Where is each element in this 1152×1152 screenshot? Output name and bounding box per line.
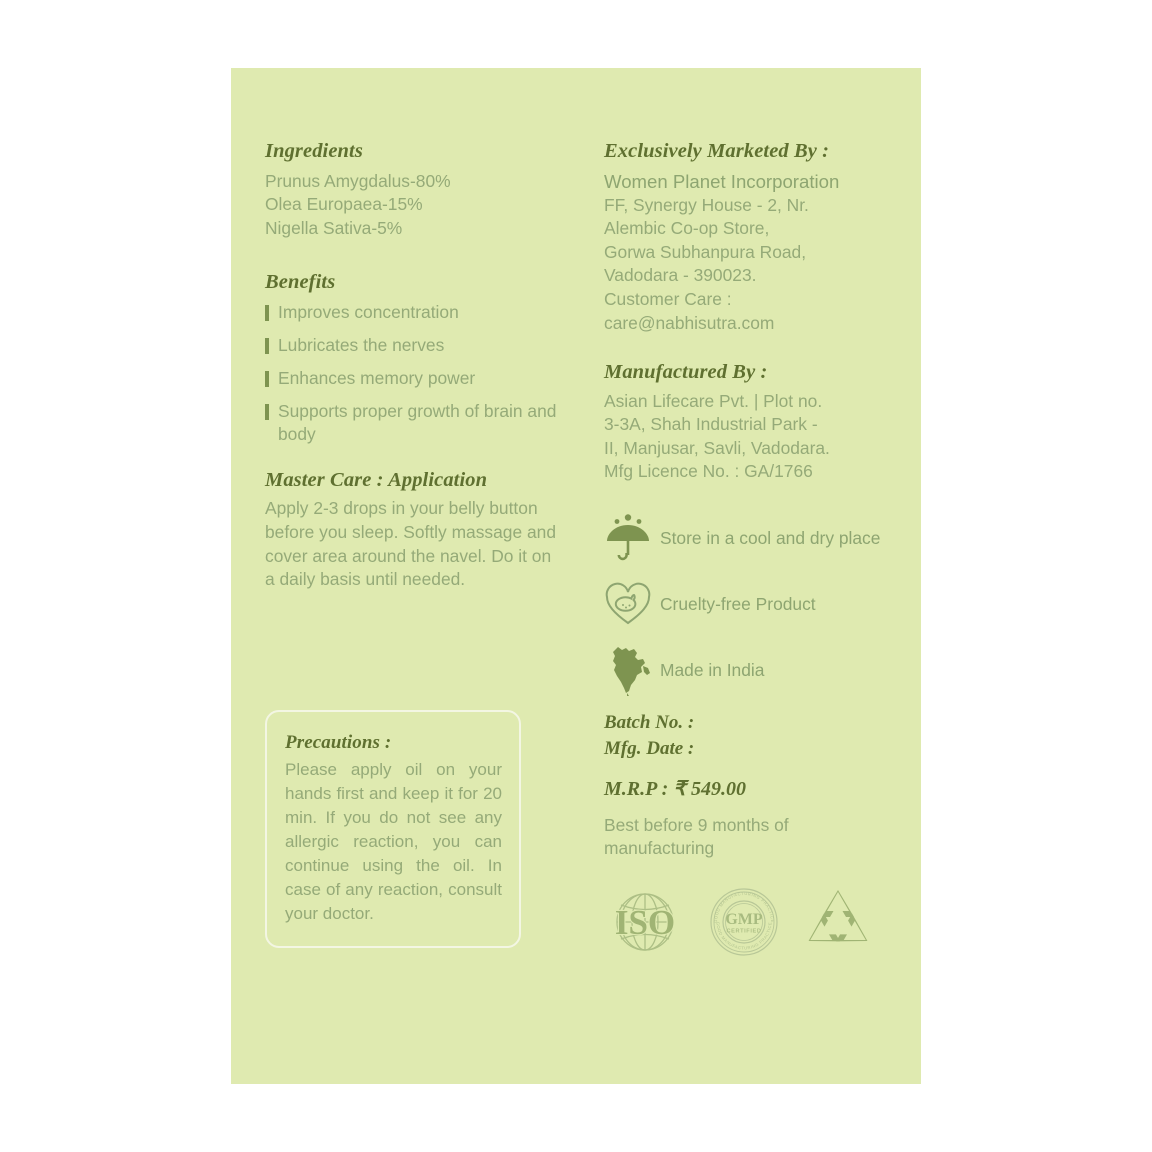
manufactured-by-heading: Manufactured By : [604,361,768,384]
benefit-label: Improves concentration [278,301,459,322]
feature-icon-rows [604,512,896,696]
precautions-heading: Precautions : [285,732,392,753]
cruelty-free-rabbit-heart-icon [604,581,660,627]
marketed-by-address [604,194,896,336]
feature-row-cruelty-free [604,578,896,630]
batch-no-label: Batch No. : [604,712,695,734]
gmp-ring-text-bottom: GOOD MANUFACTURING PRACTICE [715,921,773,951]
ingredient-item: Olea Europaea-15% [265,194,423,215]
benefit-item [265,334,565,357]
manufactured-by-details [604,390,896,484]
left-column [265,140,565,592]
gmp-seal-icon [706,884,782,965]
address-line: Gorwa Subhanpura Road, [604,241,807,262]
marketed-by-section [604,140,896,335]
umbrella-icon [604,513,660,563]
certification-logos [604,884,896,965]
bullet-bar-icon [265,305,269,321]
cruelty-free-label: Cruelty-free Product [660,593,816,614]
india-map-icon [604,644,660,696]
mfg-date-label: Mfg. Date : [604,738,695,760]
ingredients-heading: Ingredients [265,140,363,162]
master-care-text: Apply 2-3 drops in your belly button before you sleep. Softly massage and cover area around the navel. Do it on a daily basis until needed. [265,498,556,590]
benefit-label: Enhances memory power [278,367,476,388]
manufacturer-line: Asian Lifecare Pvt. | Plot no. [604,390,823,411]
customer-care-email[interactable]: care@nabhisutra.com [604,312,775,333]
address-line: Vadodara - 390023. [604,265,757,286]
benefit-label: Lubricates the nerves [278,334,445,355]
mrp-line [604,776,896,802]
feature-row-made-in-india [604,644,896,696]
ingredients-section [265,140,565,240]
benefits-list [265,301,565,446]
benefit-item [265,400,565,446]
best-before-text: Best before 9 months of manufacturing [604,815,789,859]
mfg-licence-number: Mfg Licence No. : GA/1766 [604,461,813,482]
iso-wordmark: ISO [614,903,676,943]
address-line: Alembic Co-op Store, [604,218,770,239]
mrp-value: 549.00 [691,778,746,801]
benefit-item [265,301,565,324]
precautions-text: Please apply oil on your hands first and keep it for 20 min. If you do not see any allergic reaction, you can continue using the oil. In case of any reaction, consult your doctor. [285,759,502,923]
ingredients-list [265,170,565,241]
bullet-bar-icon [265,338,269,354]
bullet-bar-icon [265,404,269,420]
recycle-icon [802,886,874,963]
master-care-heading: Master Care : Application [265,468,488,491]
made-in-india-label: Made in India [660,659,765,680]
mrp-label: M.R.P : [604,778,674,801]
batch-details-section [604,710,896,860]
manufacturer-line: II, Manjusar, Savli, Vadodara. [604,437,830,458]
right-column [604,140,896,965]
manufactured-by-section [604,361,896,484]
marketed-by-heading: Exclusively Marketed By : [604,140,830,162]
feature-row-storage [604,512,896,564]
storage-label: Store in a cool and dry place [660,527,881,548]
gmp-certified-label: CERTIFIED [726,928,762,935]
address-line: FF, Synergy House - 2, Nr. [604,194,809,215]
benefits-heading: Benefits [265,271,336,294]
benefit-item [265,367,565,390]
rupee-symbol-icon: ₹ [673,778,686,801]
gmp-ring-text-top: GOOD MANUFACTURING PRACTICE [712,891,776,923]
company-name: Women Planet Incorporation [604,170,840,192]
gmp-wordmark: GMP [725,911,763,929]
benefits-section [265,271,565,446]
ingredient-item: Prunus Amygdalus-80% [265,170,451,191]
precautions-box [265,710,521,948]
master-care-section [265,469,565,592]
iso-globe-icon [604,886,686,963]
product-label-card [231,68,921,1084]
manufacturer-line: 3-3A, Shah Industrial Park - [604,414,818,435]
customer-care-label: Customer Care : [604,288,732,309]
bullet-bar-icon [265,371,269,387]
benefit-label: Supports proper growth of brain and body [278,400,557,444]
ingredient-item: Nigella Sativa-5% [265,217,403,238]
